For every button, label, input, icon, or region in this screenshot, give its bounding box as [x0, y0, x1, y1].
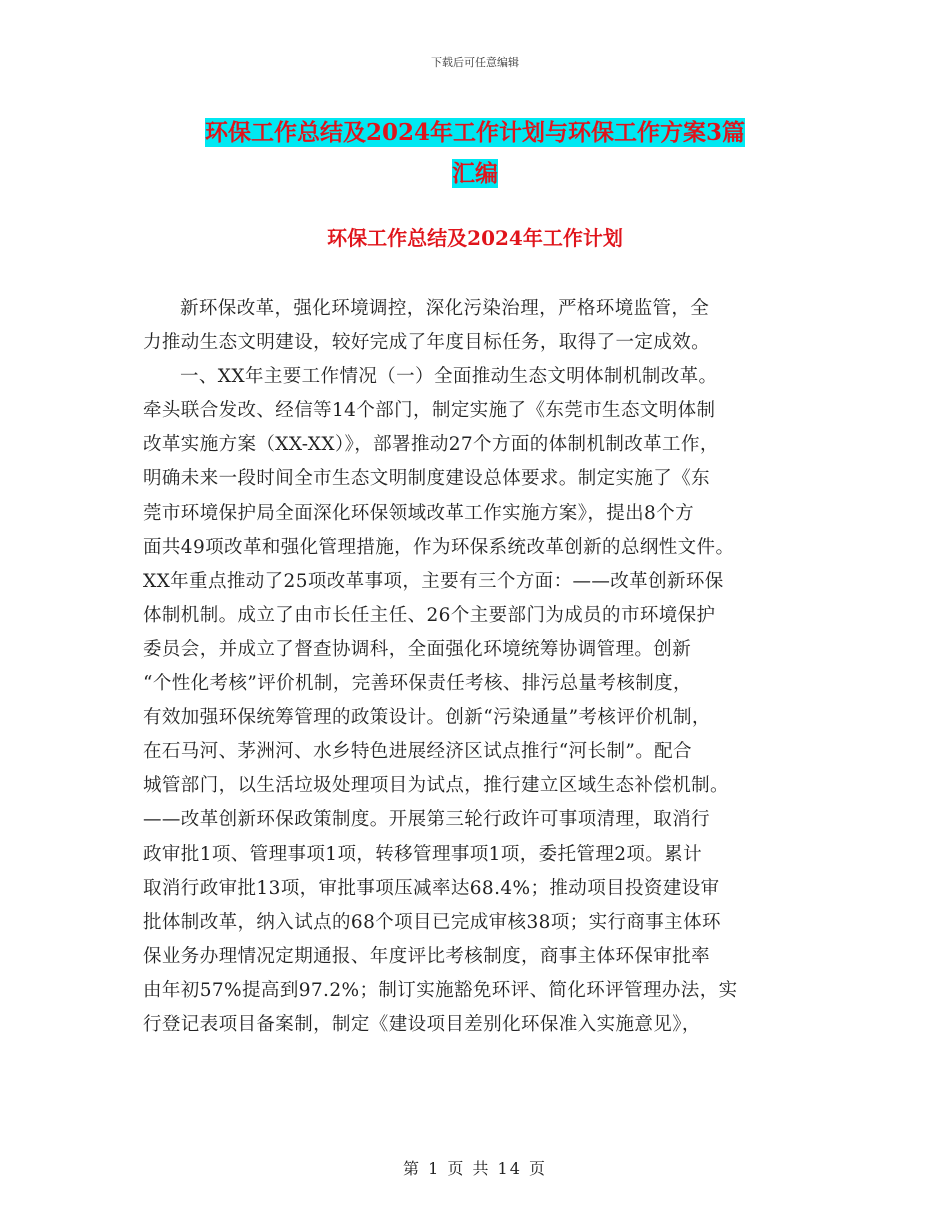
paragraph-line: 行登记表项目备案制，制定《建设项目差别化环保准入实施意见》， [143, 1013, 701, 1035]
paragraph-line: 取消行政审批13项，审批事项压减率达68.4%；推动项目投资建设审 [143, 877, 720, 899]
paragraph-line: ——改革创新环保政策制度。开展第三轮行政许可事项清理，取消行 [143, 809, 711, 831]
paragraph-line: XX年重点推动了25项改革事项，主要有三个方面：——改革创新环保 [143, 570, 724, 592]
paragraph-line: 明确未来一段时间全市生态文明制度建设总体要求。制定实施了《东 [143, 468, 711, 490]
document-title-line-2: 汇编 [452, 160, 498, 187]
paragraph-line: 批体制改革，纳入试点的68个项目已完成审核38项；实行商事主体环 [143, 911, 721, 933]
paragraph-line: 城管部门，以生活垃圾处理项目为试点，推行建立区域生态补偿机制。 [143, 775, 729, 797]
paragraph-line: 体制机制。成立了由市长任主任、26个主要部门为成员的市环境保护 [143, 604, 716, 626]
paragraph-line: 在石马河、茅洲河、水乡特色进展经济区试点推行“河长制”。配合 [143, 741, 692, 763]
header-note: 下载后可任意编辑 [431, 56, 519, 69]
document-title [140, 112, 810, 194]
paragraph-line: 牵头联合发改、经信等14个部门，制定实施了《东莞市生态文明体制 [143, 400, 716, 422]
paragraph-line: 有效加强环保统筹管理的政策设计。创新“污染通量”考核评价机制， [143, 707, 711, 729]
paragraph-line: 新环保改革，强化环境调控，深化污染治理，严格环境监管，全 [180, 298, 710, 319]
page-footer: 第 1 页 共 14 页 [403, 1159, 547, 1178]
paragraph-line: 面共49项改革和强化管理措施，作为环保系统改革创新的总纲性文件。 [143, 536, 735, 558]
paragraph-line: 力推动生态文明建设，较好完成了年度目标任务，取得了一定成效。 [143, 332, 711, 354]
paragraph-line: 改革实施方案（XX-XX）》，部署推动27个方面的体制机制改革工作， [143, 434, 719, 456]
paragraph-line: 委员会，并成立了督查协调科，全面强化环境统筹协调管理。创新 [143, 638, 692, 660]
paragraph-line: 保业务办理情况定期通报、年度评比考核制度，商事主体环保审批率 [143, 945, 711, 967]
document-title-line-1: 环保工作总结及2024年工作计划与环保工作方案3篇 [204, 119, 746, 146]
paragraph-line: 莞市环境保护局全面深化环保领域改革工作实施方案》，提出8个方 [143, 502, 695, 524]
paragraph-line: 政审批1项、管理事项1项，转移管理事项1项，委托管理2项。累计 [143, 843, 702, 865]
paragraph-line: 一、XX年主要工作情况（一）全面推动生态文明体制机制改革。 [180, 366, 718, 388]
section-title: 环保工作总结及2024年工作计划 [327, 226, 623, 250]
body-text [143, 292, 815, 1042]
paragraph-line: 由年初57%提高到97.2%；制订实施豁免环评、简化环评管理办法，实 [143, 979, 738, 1001]
paragraph-line: “个性化考核”评价机制，完善环保责任考核、排污总量考核制度， [143, 673, 692, 695]
